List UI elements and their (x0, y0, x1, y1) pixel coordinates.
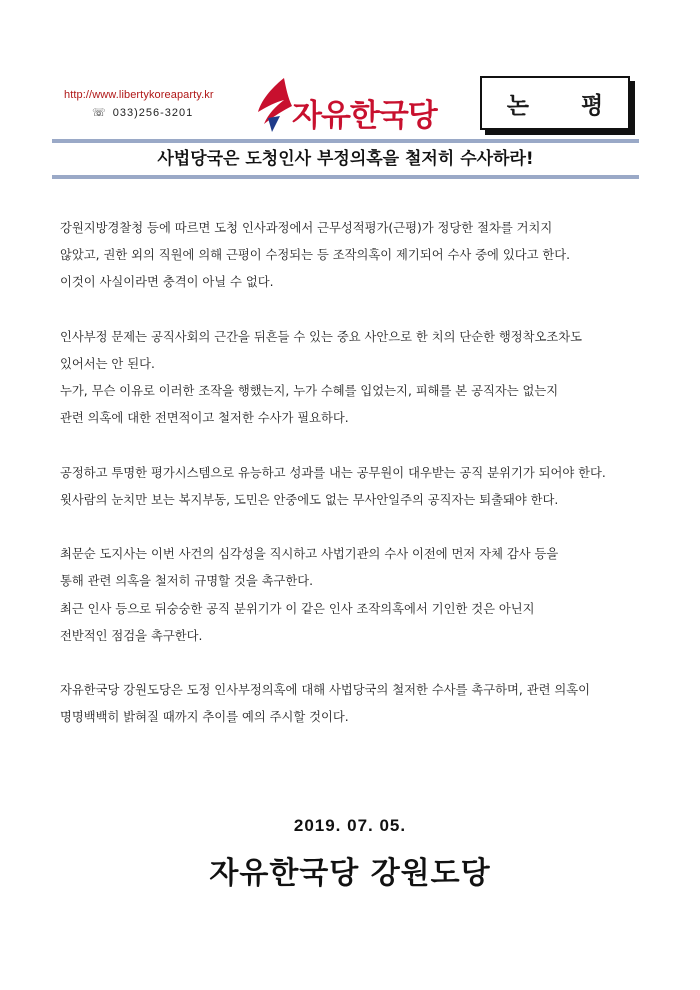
body-line: 않았고, 권한 외의 직원에 의해 근평이 수정되는 등 조작의혹이 제기되어 수사 중에 있다고 한다. (60, 248, 571, 263)
title-band (52, 139, 639, 179)
party-logo (254, 76, 454, 136)
issuer-signature: 자유한국당 강원도당 (209, 856, 491, 891)
letterhead (0, 0, 700, 140)
title-rule-top (52, 139, 639, 143)
paragraph-1 (60, 215, 642, 297)
paragraph-4 (60, 541, 642, 650)
body-line: 자유한국당 강원도당은 도정 인사부정의혹에 대해 사법당국의 철저한 수사를 촉구하며, 관련 의혹이 (60, 683, 591, 698)
body-line: 윗사람의 눈치만 보는 복지부동, 도민은 안중에도 없는 무사안일주의 공직자는 퇴출돼야 한다. (60, 492, 559, 507)
party-website-url[interactable]: http://www.libertykoreaparty.kr (64, 89, 214, 101)
paragraph-gap (60, 514, 642, 541)
body-line: 누가, 무슨 이유로 이러한 조작을 행했는지, 누가 수혜를 입었는지, 피해를 본 공직자는 없는지 (60, 384, 559, 399)
document-title: 사법당국은 도청인사 부정의혹을 철저히 수사하라! (157, 149, 534, 169)
party-phone (92, 106, 193, 119)
body-line: 명명백백히 밝혀질 때까지 추이를 예의 주시할 것이다. (60, 710, 349, 725)
paragraph-2 (60, 324, 642, 433)
document-type-box (480, 76, 630, 130)
body-line: 이것이 사실이라면 충격이 아닐 수 없다. (60, 275, 274, 290)
body-line: 인사부정 문제는 공직사회의 근간을 뒤흔들 수 있는 중요 사안으로 한 치의 단순한 행정착오조차도 (60, 329, 583, 344)
statement-body (60, 215, 642, 732)
body-line: 관련 의혹에 대한 전면적이고 철저한 수사가 필요하다. (60, 411, 349, 426)
paragraph-5 (60, 677, 642, 731)
title-rule-bottom (52, 175, 639, 179)
paragraph-gap (60, 297, 642, 324)
issue-date: 2019. 07. 05. (293, 816, 407, 835)
telephone-icon: ☏ (92, 107, 107, 119)
paragraph-gap (60, 650, 642, 677)
phone-number: 033)256-3201 (112, 107, 194, 119)
body-line: 전반적인 점검을 촉구한다. (60, 628, 203, 643)
paragraph-3 (60, 460, 642, 514)
body-line: 최근 인사 등으로 뒤숭숭한 공직 분위기가 이 같은 인사 조작의혹에서 기인한 것은 아닌지 (60, 601, 535, 616)
body-line: 있어서는 안 된다. (60, 356, 155, 371)
party-logo-name: 자유한국당 (292, 98, 437, 134)
body-line: 강원지방경찰청 등에 따르면 도청 인사과정에서 근무성적평가(근평)가 정당한 절차를 거치지 (60, 221, 553, 235)
body-line: 통해 관련 의혹을 철저히 규명할 것을 촉구한다. (60, 574, 314, 589)
body-line: 공정하고 투명한 평가시스템으로 유능하고 성과를 내는 공무원이 대우받는 공직 분위기가 되어야 한다. (60, 465, 606, 480)
torch-flame-icon (254, 76, 296, 132)
body-line: 최문순 도지사는 이번 사건의 심각성을 직시하고 사법기관의 수사 이전에 먼저 자체 감사 등을 (60, 547, 559, 562)
paragraph-gap (60, 433, 642, 460)
document-type-label: 논 평 (506, 92, 626, 119)
